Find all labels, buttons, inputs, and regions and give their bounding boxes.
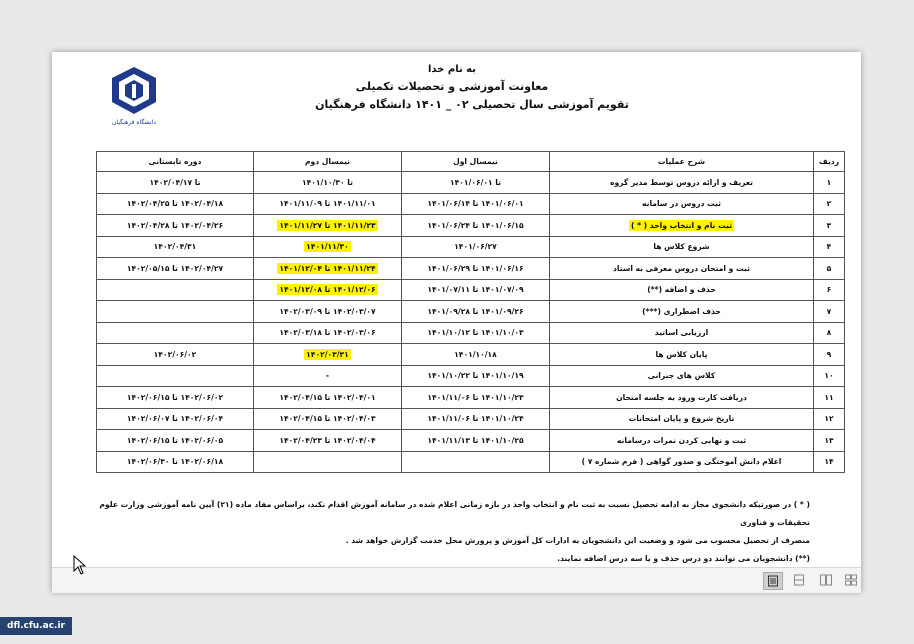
highlight: ۱۴۰۱/۱۱/۲۴ تا ۱۴۰۱/۱۲/۰۴ (279, 263, 376, 273)
summer-date (97, 279, 254, 301)
operation: کلاس های جبرانی (550, 365, 814, 387)
summer-date: ۱۴۰۲/۰۶/۰۵ تا ۱۴۰۲/۰۶/۱۵ (97, 430, 254, 452)
site-watermark: dfl.cfu.ac.ir (0, 617, 72, 635)
first-semester-date: ۱۴۰۱/۱۰/۲۵ تا ۱۴۰۱/۱۱/۱۳ (402, 430, 550, 452)
first-semester-date: ۱۴۰۱/۱۰/۱۸ (402, 344, 550, 366)
operation (550, 215, 814, 237)
col-header-row-number: ردیف (814, 152, 845, 172)
second-semester-date (254, 236, 402, 258)
second-semester-date (254, 258, 402, 280)
operation: پایان کلاس ها (550, 344, 814, 366)
row-number: ۹ (814, 344, 845, 366)
first-semester-date (402, 451, 550, 473)
first-semester-date: تا ۱۴۰۱/۰۶/۰۱ (402, 172, 550, 194)
first-semester-date: ۱۴۰۱/۰۶/۱۶ تا ۱۴۰۱/۰۶/۲۹ (402, 258, 550, 280)
table-row (97, 365, 845, 387)
row-number: ۵ (814, 258, 845, 280)
row-number: ۷ (814, 301, 845, 323)
row-number: ۱ (814, 172, 845, 194)
first-semester-date: ۱۴۰۱/۰۹/۲۶ تا ۱۴۰۱/۰۹/۲۸ (402, 301, 550, 323)
row-number: ۱۴ (814, 451, 845, 473)
second-semester-date: ۱۴۰۱/۱۱/۰۱ تا ۱۴۰۱/۱۱/۰۹ (254, 193, 402, 215)
summer-date: ۱۴۰۲/۰۶/۰۴ تا ۱۴۰۲/۰۶/۰۷ (97, 408, 254, 430)
first-semester-date: ۱۴۰۱/۰۶/۱۵ تا ۱۴۰۱/۰۶/۲۴ (402, 215, 550, 237)
second-semester-date: ۱۴۰۲/۰۴/۰۱ تا ۱۴۰۲/۰۴/۱۵ (254, 387, 402, 409)
operation: شروع کلاس ها (550, 236, 814, 258)
table-header-row (97, 152, 845, 172)
highlight: ۱۴۰۲/۰۳/۳۱ (306, 349, 349, 359)
summer-date: ۱۴۰۲/۰۴/۱۸ تا ۱۴۰۲/۰۴/۲۵ (97, 193, 254, 215)
table-row (97, 258, 845, 280)
operation: ثبت دروس در سامانه (550, 193, 814, 215)
two-page-view-icon[interactable] (817, 572, 835, 588)
second-semester-date (254, 215, 402, 237)
highlight: ۱۴۰۱/۱۲/۰۶ تا ۱۴۰۱/۱۲/۰۸ (279, 285, 376, 295)
table-row (97, 451, 845, 473)
table-row (97, 193, 845, 215)
table-row (97, 322, 845, 344)
operation: اعلام دانش آموختگی و صدور گواهی ( فرم شماره ۷ ) (550, 451, 814, 473)
summer-date: ۱۴۰۲/۰۶/۰۲ (97, 344, 254, 366)
operation: حذف اضطراری (***) (550, 301, 814, 323)
header-title: تقویم آموزشی سال تحصیلی ۰۲ _ ۱۴۰۱ دانشگاه فرهنگیان (315, 98, 629, 111)
table-row (97, 301, 845, 323)
summer-date: ۱۴۰۲/۰۴/۲۷ تا ۱۴۰۲/۰۵/۱۵ (97, 258, 254, 280)
row-number: ۱۲ (814, 408, 845, 430)
second-semester-date (254, 451, 402, 473)
multi-page-view-icon[interactable] (842, 572, 860, 588)
first-semester-date: ۱۴۰۱/۱۰/۲۴ تا ۱۴۰۱/۱۱/۰۶ (402, 408, 550, 430)
row-number: ۸ (814, 322, 845, 344)
viewer-toolbar (52, 567, 861, 593)
second-semester-date (254, 344, 402, 366)
summer-date (97, 365, 254, 387)
operation: تعریف و ارائه دروس توسط مدیر گروه (550, 172, 814, 194)
table-row (97, 344, 845, 366)
second-semester-date: ۱۴۰۲/۰۴/۰۳ تا ۱۴۰۲/۰۴/۱۵ (254, 408, 402, 430)
row-number: ۴ (814, 236, 845, 258)
table-row (97, 279, 845, 301)
row-number: ۱۰ (814, 365, 845, 387)
header-bismillah: به نام خدا (427, 64, 477, 75)
single-page-view-icon[interactable] (763, 572, 783, 590)
mouse-cursor-icon (73, 555, 87, 575)
second-semester-date: ۱۴۰۲/۰۳/۰۷ تا ۱۴۰۲/۰۳/۰۹ (254, 301, 402, 323)
second-semester-date: - (254, 365, 402, 387)
operation: دریافت کارت ورود به جلسه امتحان (550, 387, 814, 409)
table-row (97, 387, 845, 409)
col-header-operation: شرح عملیات (550, 152, 814, 172)
row-number: ۶ (814, 279, 845, 301)
footnote-1-continued: منصرف از تحصیل محسوب می شود و وضعیت این دانشجویان به ادارات کل آموزش و پرورش محل خدمت گزارش خواهد شد . (345, 536, 810, 545)
second-semester-date: تا ۱۴۰۱/۱۰/۳۰ (254, 172, 402, 194)
summer-date: تا ۱۴۰۲/۰۴/۱۷ (97, 172, 254, 194)
first-semester-date: ۱۴۰۱/۰۷/۰۹ تا ۱۴۰۱/۰۷/۱۱ (402, 279, 550, 301)
col-header-first-semester: نیمسال اول (402, 152, 550, 172)
document-viewer (52, 52, 861, 592)
first-semester-date: ۱۴۰۱/۰۶/۰۱ تا ۱۴۰۱/۰۶/۱۴ (402, 193, 550, 215)
second-semester-date (254, 279, 402, 301)
footnote-1: ( * ) در صورتیکه دانشجوی مجاز به ادامه تحصیل نسبت به ثبت نام و انتخاب واحد در بازه زمانی اعلام شده در سامانه آموزش اقدام نکند، براساس مفاد ماده (۲۱) آیین نامه آموزشی وزارت علوم تحقیقات و فناوری (99, 500, 810, 527)
table-row (97, 215, 845, 237)
row-number: ۳ (814, 215, 845, 237)
first-semester-date: ۱۴۰۱/۰۶/۲۷ (402, 236, 550, 258)
operation: تاریخ شروع و پایان امتحانات (550, 408, 814, 430)
summer-date: ۱۴۰۲/۰۶/۰۲ تا ۱۴۰۲/۰۶/۱۵ (97, 387, 254, 409)
highlight: ثبت نام و انتخاب واحد ( * ) (630, 220, 733, 230)
footnote-2: (**) دانشجویان می توانند دو درس حذف و یا سه درس اضافه نمایند. (557, 554, 810, 563)
second-semester-date: ۱۴۰۲/۰۳/۰۶ تا ۱۴۰۲/۰۳/۱۸ (254, 322, 402, 344)
document-header (202, 62, 702, 114)
row-number: ۱۳ (814, 430, 845, 452)
document-page (52, 52, 861, 564)
summer-date (97, 301, 254, 323)
first-semester-date: ۱۴۰۱/۱۰/۰۳ تا ۱۴۰۱/۱۰/۱۲ (402, 322, 550, 344)
first-semester-date: ۱۴۰۱/۱۰/۲۳ تا ۱۴۰۱/۱۱/۰۶ (402, 387, 550, 409)
operation: ثبت و نهایی کردن نمرات درسامانه (550, 430, 814, 452)
highlight: ۱۴۰۱/۱۱/۲۳ تا ۱۴۰۱/۱۱/۲۷ (279, 220, 376, 230)
operation: ارزیابی اساتید (550, 322, 814, 344)
first-semester-date: ۱۴۰۱/۱۰/۱۹ تا ۱۴۰۱/۱۰/۲۲ (402, 365, 550, 387)
operation: ثبت و امتحان دروس معرفی به استاد (550, 258, 814, 280)
table-row (97, 430, 845, 452)
continuous-view-icon[interactable] (790, 572, 808, 588)
row-number: ۱۱ (814, 387, 845, 409)
table-row (97, 172, 845, 194)
col-header-summer: دوره تابستانی (97, 152, 254, 172)
academic-calendar-table (96, 151, 845, 473)
row-number: ۲ (814, 193, 845, 215)
summer-date: ۱۴۰۲/۰۴/۳۱ (97, 236, 254, 258)
table-row (97, 408, 845, 430)
summer-date: ۱۴۰۲/۰۴/۲۶ تا ۱۴۰۲/۰۴/۲۸ (97, 215, 254, 237)
operation: حذف و اضافه (**) (550, 279, 814, 301)
summer-date: ۱۴۰۲/۰۶/۱۸ تا ۱۴۰۲/۰۶/۳۰ (97, 451, 254, 473)
highlight: ۱۴۰۱/۱۱/۳۰ (306, 242, 349, 252)
summer-date (97, 322, 254, 344)
header-department: معاونت آموزشی و تحصیلات تکمیلی (355, 80, 549, 93)
logo-caption: دانشگاه فرهنگیان (111, 119, 157, 126)
university-logo (104, 64, 164, 126)
table-row (97, 236, 845, 258)
col-header-second-semester: نیمسال دوم (254, 152, 402, 172)
second-semester-date: ۱۴۰۲/۰۴/۰۴ تا ۱۴۰۲/۰۴/۲۳ (254, 430, 402, 452)
